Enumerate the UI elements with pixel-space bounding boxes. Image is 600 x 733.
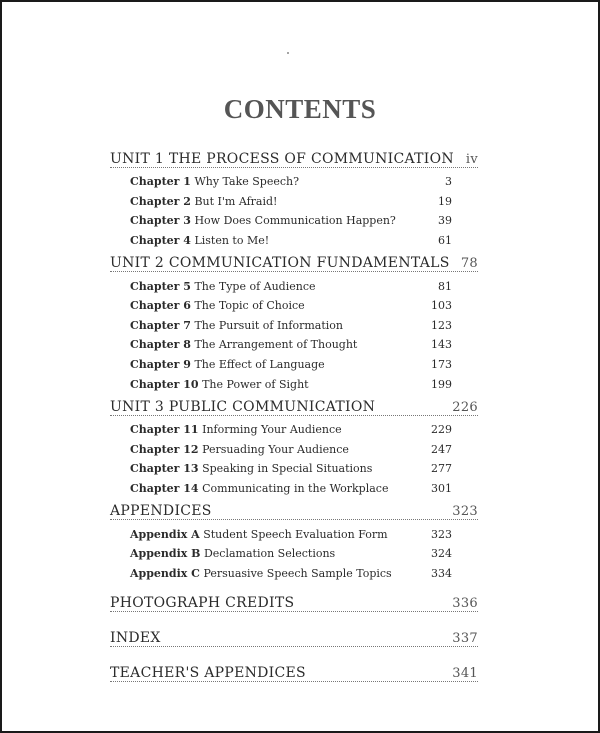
unit-page: 323 — [452, 504, 478, 520]
entry-label: Persuasive Speech Sample Topics — [203, 566, 392, 580]
entry-prefix: Chapter 3 — [130, 214, 191, 228]
entry-label: But I'm Afraid! — [194, 194, 278, 208]
entry-label: The Power of Sight — [202, 377, 309, 391]
entry-page: 39 — [438, 214, 452, 228]
entry-page: 143 — [431, 338, 452, 352]
toc-entry-chapter-4[interactable] — [110, 231, 478, 251]
toc-entry-chapter-13[interactable] — [110, 459, 478, 479]
entry-prefix: Chapter 6 — [130, 299, 191, 313]
entry-prefix: Appendix A — [130, 527, 200, 541]
entry-label: Persuading Your Audience — [202, 442, 349, 456]
entry-prefix: Chapter 4 — [130, 234, 191, 248]
entry-label: Speaking in Special Situations — [202, 462, 373, 476]
unit-label: APPENDICES — [110, 503, 212, 520]
unit-label: PHOTOGRAPH CREDITS — [110, 595, 295, 612]
unit-label: TEACHER'S APPENDICES — [110, 665, 306, 682]
entry-label: Declamation Selections — [203, 547, 336, 561]
entry-page: 277 — [431, 462, 452, 476]
toc-entry-chapter-7[interactable] — [110, 316, 478, 336]
unit-label: UNIT 2 COMMUNICATION FUNDAMENTALS — [110, 255, 450, 272]
unit-label: UNIT 1 THE PROCESS OF COMMUNICATION — [110, 151, 454, 167]
toc-unit-3[interactable] — [110, 394, 478, 416]
toc-entry-chapter-1[interactable] — [110, 172, 478, 192]
toc-entry-appendix-c[interactable] — [110, 564, 478, 584]
entry-prefix: Chapter 2 — [130, 194, 191, 208]
entry-prefix: Chapter 9 — [130, 358, 191, 372]
entry-page: 19 — [438, 194, 452, 208]
toc-entry-appendix-b[interactable] — [110, 544, 478, 564]
entry-prefix: Chapter 7 — [130, 318, 191, 332]
entry-page: 247 — [431, 442, 452, 456]
entry-label: The Topic of Choice — [194, 299, 305, 313]
entry-prefix: Chapter 1 — [130, 175, 191, 189]
entry-page: 173 — [431, 358, 452, 372]
entry-page: 123 — [431, 318, 452, 332]
toc-entry-chapter-14[interactable] — [110, 479, 478, 499]
toc-entry-chapter-12[interactable] — [110, 440, 478, 460]
entry-prefix: Appendix B — [130, 547, 201, 561]
entry-label: Communicating in the Workplace — [202, 482, 389, 496]
entry-page: 103 — [431, 299, 452, 313]
speck-mark — [287, 52, 289, 54]
entry-prefix: Chapter 8 — [130, 338, 191, 352]
toc-entry-chapter-6[interactable] — [110, 296, 478, 316]
toc-entry-chapter-5[interactable] — [110, 276, 478, 296]
toc-entry-chapter-9[interactable] — [110, 355, 478, 375]
entry-page: 334 — [431, 566, 452, 580]
entry-label: Informing Your Audience — [202, 423, 342, 437]
unit-label: UNIT 3 PUBLIC COMMUNICATION — [110, 398, 376, 415]
entry-page: 199 — [431, 377, 452, 391]
entry-prefix: Chapter 12 — [130, 442, 199, 456]
entry-page: 229 — [431, 423, 452, 437]
unit-page: 337 — [452, 631, 478, 647]
entry-page: 301 — [431, 482, 452, 496]
entry-page: 3 — [445, 175, 452, 189]
entry-label: The Effect of Language — [194, 358, 325, 372]
toc-entry-chapter-10[interactable] — [110, 374, 478, 394]
entry-label: The Type of Audience — [194, 279, 316, 293]
entry-label: Why Take Speech? — [194, 175, 299, 189]
entry-prefix: Chapter 11 — [130, 423, 199, 437]
entry-label: Student Speech Evaluation Form — [203, 527, 388, 541]
unit-page: 78 — [460, 256, 478, 272]
entry-page: 324 — [431, 547, 452, 561]
entry-page: 61 — [438, 234, 452, 248]
entry-prefix: Appendix C — [130, 566, 200, 580]
unit-page: 341 — [452, 666, 478, 682]
entry-label: The Arrangement of Thought — [194, 338, 358, 352]
toc-entry-chapter-8[interactable] — [110, 335, 478, 355]
entry-label: The Pursuit of Information — [194, 318, 343, 332]
page-title: CONTENTS — [223, 94, 377, 124]
entry-label: How Does Communication Happen? — [194, 214, 396, 228]
unit-page: 226 — [452, 399, 478, 415]
toc-entry-appendix-a[interactable] — [110, 524, 478, 544]
entry-prefix: Chapter 5 — [130, 279, 191, 293]
entry-page: 81 — [438, 279, 452, 293]
toc-teachers-appendices[interactable] — [110, 660, 478, 682]
toc-entry-chapter-2[interactable] — [110, 192, 478, 212]
unit-page: iv — [465, 152, 478, 167]
entry-label: Listen to Me! — [194, 234, 270, 248]
toc-photograph-credits[interactable] — [110, 590, 478, 612]
table-of-contents — [110, 146, 478, 682]
entry-page: 323 — [431, 527, 452, 541]
entry-prefix: Chapter 13 — [130, 462, 199, 476]
toc-entry-chapter-3[interactable] — [110, 211, 478, 231]
toc-entry-chapter-11[interactable] — [110, 420, 478, 440]
toc-unit-2[interactable] — [110, 250, 478, 272]
toc-index[interactable] — [110, 625, 478, 647]
toc-appendices[interactable] — [110, 498, 478, 520]
unit-page: 336 — [452, 596, 478, 612]
unit-label: INDEX — [110, 630, 161, 647]
toc-unit-1[interactable] — [110, 146, 478, 168]
entry-prefix: Chapter 14 — [130, 482, 199, 496]
entry-prefix: Chapter 10 — [130, 377, 199, 391]
